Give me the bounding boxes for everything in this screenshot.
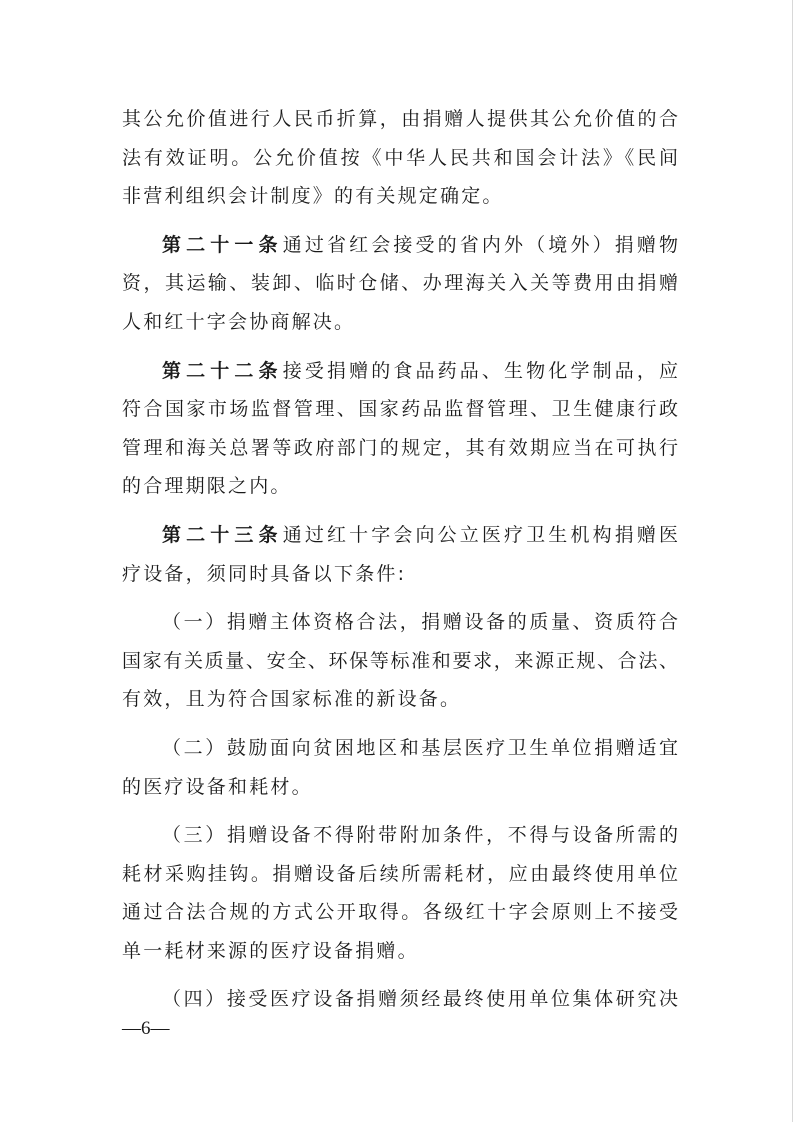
text-line [122, 226, 678, 265]
text-line: 疗设备，须同时具备以下条件: [122, 562, 407, 585]
text-line: （三）捐赠设备不得附带附加条件，不得与设备所需的 [162, 824, 678, 847]
text-line: （二）鼓励面向贫困地区和基层医疗卫生单位捐赠适宜 [162, 736, 678, 759]
article-text: 通过省红会接受的省内外（境外）捐赠物 [282, 233, 678, 256]
item-1 [122, 603, 678, 719]
document-body [122, 100, 678, 1029]
text-line: 资，其运输、装卸、临时仓储、办理海关入关等费用由捐赠 [122, 272, 678, 295]
text-line: 法有效证明。公允价值按《中华人民共和国会计法》《民间 [122, 146, 678, 169]
text-line: 管理和海关总署等政府部门的规定，其有效期应当在可执行 [122, 436, 678, 459]
article-number: 第二十一条 [162, 233, 283, 256]
text-line: 符合国家市场监督管理、国家药品监督管理、卫生健康行政 [122, 398, 678, 421]
page-number: —6— [122, 1018, 170, 1039]
item-4 [122, 980, 678, 1019]
item-3 [122, 816, 678, 970]
article-number: 第二十二条 [162, 359, 283, 382]
text-line: 通过合法合规的方式公开取得。各级红十字会原则上不接受 [122, 901, 678, 924]
text-line [122, 352, 678, 391]
text-line: 单一耗材来源的医疗设备捐赠。 [122, 939, 419, 962]
article-number: 第二十三条 [162, 523, 283, 546]
article-23 [122, 516, 678, 593]
paragraph-continuation [122, 100, 678, 216]
text-line: 耗材采购挂钩。捐赠设备后续所需耗材，应由最终使用单位 [122, 862, 678, 885]
text-line [122, 516, 678, 555]
article-text: 通过红十字会向公立医疗卫生机构捐赠医 [282, 523, 678, 546]
text-line: 人和红十字会协商解决。 [122, 310, 356, 333]
text-line: 非营利组织会计制度》的有关规定确定。 [122, 185, 504, 208]
text-line: 其公允价值进行人民币折算，由捐赠人提供其公允价值的合 [122, 108, 678, 130]
article-text: 接受捐赠的食品药品、生物化学制品，应 [282, 359, 678, 382]
text-line: 的合理期限之内。 [122, 475, 292, 498]
text-line: 有效，且为符合国家标准的新设备。 [122, 688, 462, 711]
article-22 [122, 352, 678, 506]
item-2 [122, 729, 678, 806]
text-line: 国家有关质量、安全、环保等标准和要求，来源正规、合法、 [122, 649, 678, 672]
text-line: （一）捐赠主体资格合法，捐赠设备的质量、资质符合 [162, 611, 678, 634]
article-21 [122, 226, 678, 342]
text-line: （四）接受医疗设备捐赠须经最终使用单位集体研究决 [162, 988, 678, 1011]
text-line: 的医疗设备和耗材。 [122, 775, 313, 798]
